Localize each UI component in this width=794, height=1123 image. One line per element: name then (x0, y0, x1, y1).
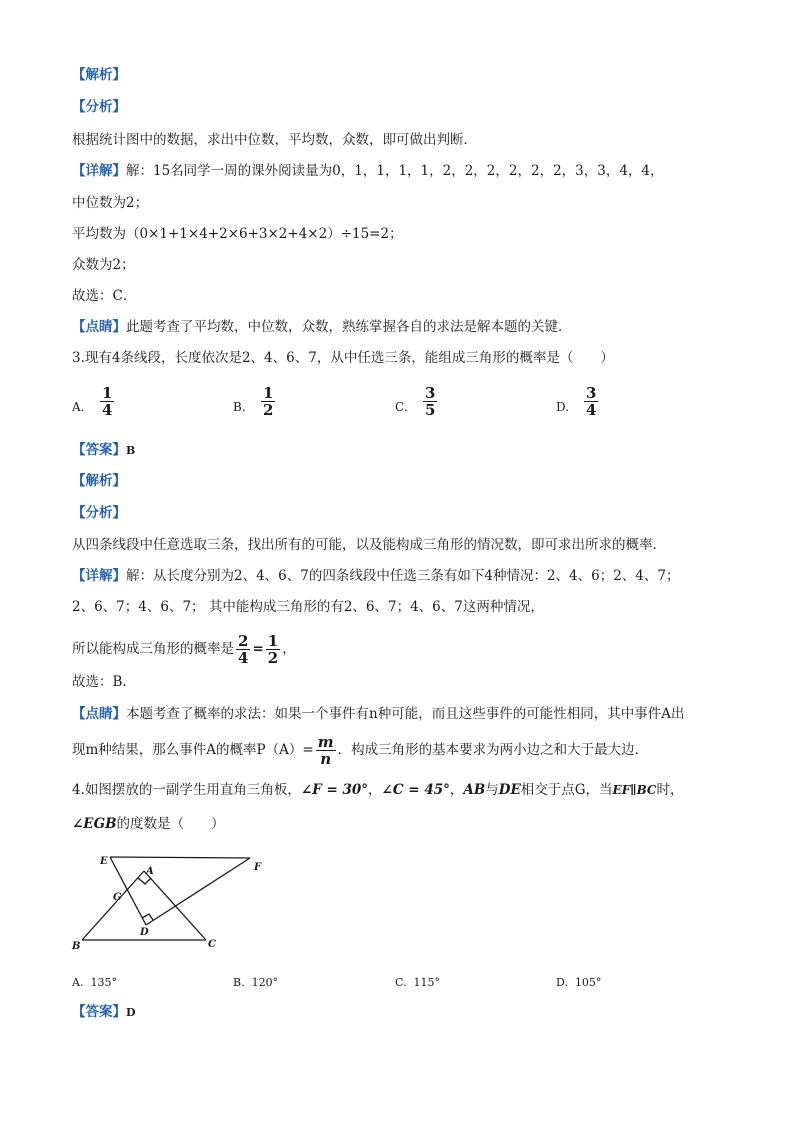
q3-option-a-den: 4 (102, 401, 113, 419)
q4-option-c-label: C. (395, 976, 407, 989)
q4-de: DE (498, 782, 521, 798)
q3-prob-frac1-num: 2 (238, 632, 249, 650)
q4-angle-c: ∠C = 45° (381, 782, 450, 798)
q3-dianjing-frac (316, 734, 336, 767)
q4-stem-c: 时， (656, 782, 684, 798)
q3-prob-prefix: 所以能构成三角形的概率是 (72, 641, 234, 657)
q3-prob-suffix: ， (282, 641, 296, 657)
q3-jiexi-heading: 【解析】 (72, 473, 126, 489)
q3-fenxi-heading: 【分析】 (72, 505, 126, 521)
q3-option-c-fraction (423, 385, 437, 418)
q4-sep2: ， (449, 782, 464, 798)
label-e: E (100, 856, 108, 867)
q3-dianjing-text2b: ．构成三角形的基本要求为两小边之和大于最大边． (337, 742, 649, 758)
q2-fenxi-text: 根据统计图中的数据，求出中位数，平均数，众数，即可做出判断． (72, 132, 477, 148)
segment-ba (82, 871, 144, 940)
q4-option-d[interactable] (556, 974, 601, 992)
label-d: D (140, 927, 149, 938)
q4-angle-f: ∠F = 30° (300, 782, 369, 798)
q2-xiangjie-label: 【详解】 (72, 163, 126, 179)
q3-option-a-label: A. (72, 400, 85, 414)
q3-option-b-fraction (261, 385, 275, 418)
q2-fenxi-heading: 【分析】 (72, 99, 126, 115)
q3-option-d-fraction (584, 385, 598, 418)
segment-ef (110, 857, 250, 858)
q3-option-a-fraction (100, 385, 114, 418)
q4-option-b[interactable] (233, 974, 278, 992)
q2-xiangjie-text: 解：15名同学一周的课外阅读量为0，1，1，1，1，2，2，2，2，2，2，3，3，4，4， (126, 163, 664, 179)
q3-answer-label: 【答案】 (72, 442, 126, 458)
q2-choice: 故选：C． (72, 288, 137, 304)
q2-xiangjie (72, 162, 664, 180)
right-angle-a (138, 878, 151, 884)
q4-sep1: ， (368, 782, 382, 798)
segment-ed (110, 857, 146, 925)
q3-dianjing-label: 【点睛】 (72, 706, 126, 722)
q3-answer (72, 441, 135, 460)
q4-triangle-figure (70, 850, 270, 955)
q4-option-b-value: 120° (251, 976, 279, 989)
q3-choice: 故选：B． (72, 674, 136, 690)
q3-stem: 3.现有4条线段，长度依次是2、4、6、7，从中任选三条，能组成三角形的概率是（ ） (72, 350, 614, 366)
q4-option-a-value: 135° (90, 976, 117, 989)
label-a: A (146, 866, 154, 877)
q3-xiangjie-2: 2、6、7；4、6、7； 其中能构成三角形的有2、6、7；4、6、7这两种情况， (72, 599, 544, 615)
q2-dianjing (72, 318, 572, 336)
q4-angle-egb: ∠EGB (72, 816, 117, 832)
q4-answer-value: D (126, 1006, 136, 1019)
q3-option-d-num: 3 (586, 384, 597, 402)
q3-answer-value: B (126, 444, 136, 457)
q3-xiangjie-label: 【详解】 (72, 568, 126, 584)
q4-option-c[interactable] (395, 974, 440, 992)
q3-prob-eq: = (252, 641, 264, 657)
q4-option-c-value: 115° (413, 976, 441, 989)
q4-stem-2 (72, 815, 225, 833)
label-c: C (208, 939, 216, 950)
q4-answer-label: 【答案】 (72, 1004, 126, 1020)
q4-ab: AB (463, 782, 486, 798)
q3-prob-frac2-den: 2 (267, 649, 279, 667)
q3-option-a-num: 1 (102, 384, 113, 402)
q2-jiexi-heading: 【解析】 (72, 67, 126, 83)
q3-prob-frac1-den: 4 (238, 649, 249, 667)
q3-prob-frac2 (266, 633, 280, 666)
label-b: B (72, 941, 81, 952)
q4-option-d-value: 105° (574, 976, 602, 989)
q3-fenxi-text: 从四条线段中任意选取三条，找出所有的可能，以及能构成三角形的情况数，即可求出所求的概率． (72, 537, 666, 553)
q3-option-c-num: 3 (425, 384, 436, 402)
q3-prob-frac2-num: 1 (267, 632, 279, 650)
q3-probability (72, 632, 296, 666)
q3-dianjing-text1: 本题考查了概率的求法：如果一个事件有n种可能，而且这些事件的可能性相同，其中事件A出 (126, 706, 685, 722)
q3-option-c-den: 5 (425, 401, 436, 419)
q4-answer (72, 1003, 136, 1022)
q3-dianjing-2 (72, 733, 648, 767)
q4-option-b-label: B. (233, 976, 245, 989)
q3-option-c-label: C. (395, 400, 408, 414)
q4-stem-a: 4.如图摆放的一副学生用直角三角板， (72, 782, 301, 798)
q3-dianjing-1 (72, 705, 684, 723)
q2-mean: 平均数为（0×1+1×4+2×6+3×2+4×2）÷15=2； (72, 226, 403, 242)
q2-median: 中位数为2； (72, 195, 149, 211)
right-angle-d (142, 914, 153, 920)
q3-option-b-num: 1 (263, 384, 274, 402)
q4-and: 与 (485, 782, 499, 798)
q4-stem-d: 的度数是（ ） (116, 816, 225, 832)
q3-dianjing-frac-den: n (320, 750, 332, 768)
q3-xiangjie-text1: 解：从长度分别为2、4、6、7的四条线段中任选三条有如下4种情况：2、4、6；2、4、7； (126, 568, 680, 584)
q4-option-a-label: A. (72, 976, 84, 989)
q3-option-d-label: D. (556, 400, 570, 414)
q4-stem-b: 相交于点G，当 (520, 782, 613, 798)
q2-dianjing-label: 【点睛】 (72, 319, 126, 335)
q3-option-d-den: 4 (586, 401, 597, 419)
q3-dianjing-text2a: 现m种结果，那么事件A的概率P（A）= (72, 742, 314, 758)
q2-mode: 众数为2； (72, 257, 135, 273)
label-f: F (254, 862, 262, 873)
q3-dianjing-frac-num: m (317, 733, 334, 751)
q3-prob-frac1 (236, 633, 250, 666)
segment-ac (144, 871, 206, 940)
q4-stem-1 (72, 781, 683, 799)
q4-ef-bc: EF∥BC (612, 783, 657, 797)
q2-dianjing-text: 此题考查了平均数，中位数，众数，熟练掌握各自的求法是解本题的关键． (126, 319, 572, 335)
label-g: G (113, 892, 122, 903)
q3-option-b-label: B. (233, 400, 246, 414)
q4-option-d-label: D. (556, 976, 568, 989)
q3-option-b-den: 2 (263, 401, 274, 419)
q3-xiangjie-1 (72, 567, 679, 585)
q4-option-a[interactable] (72, 974, 117, 992)
